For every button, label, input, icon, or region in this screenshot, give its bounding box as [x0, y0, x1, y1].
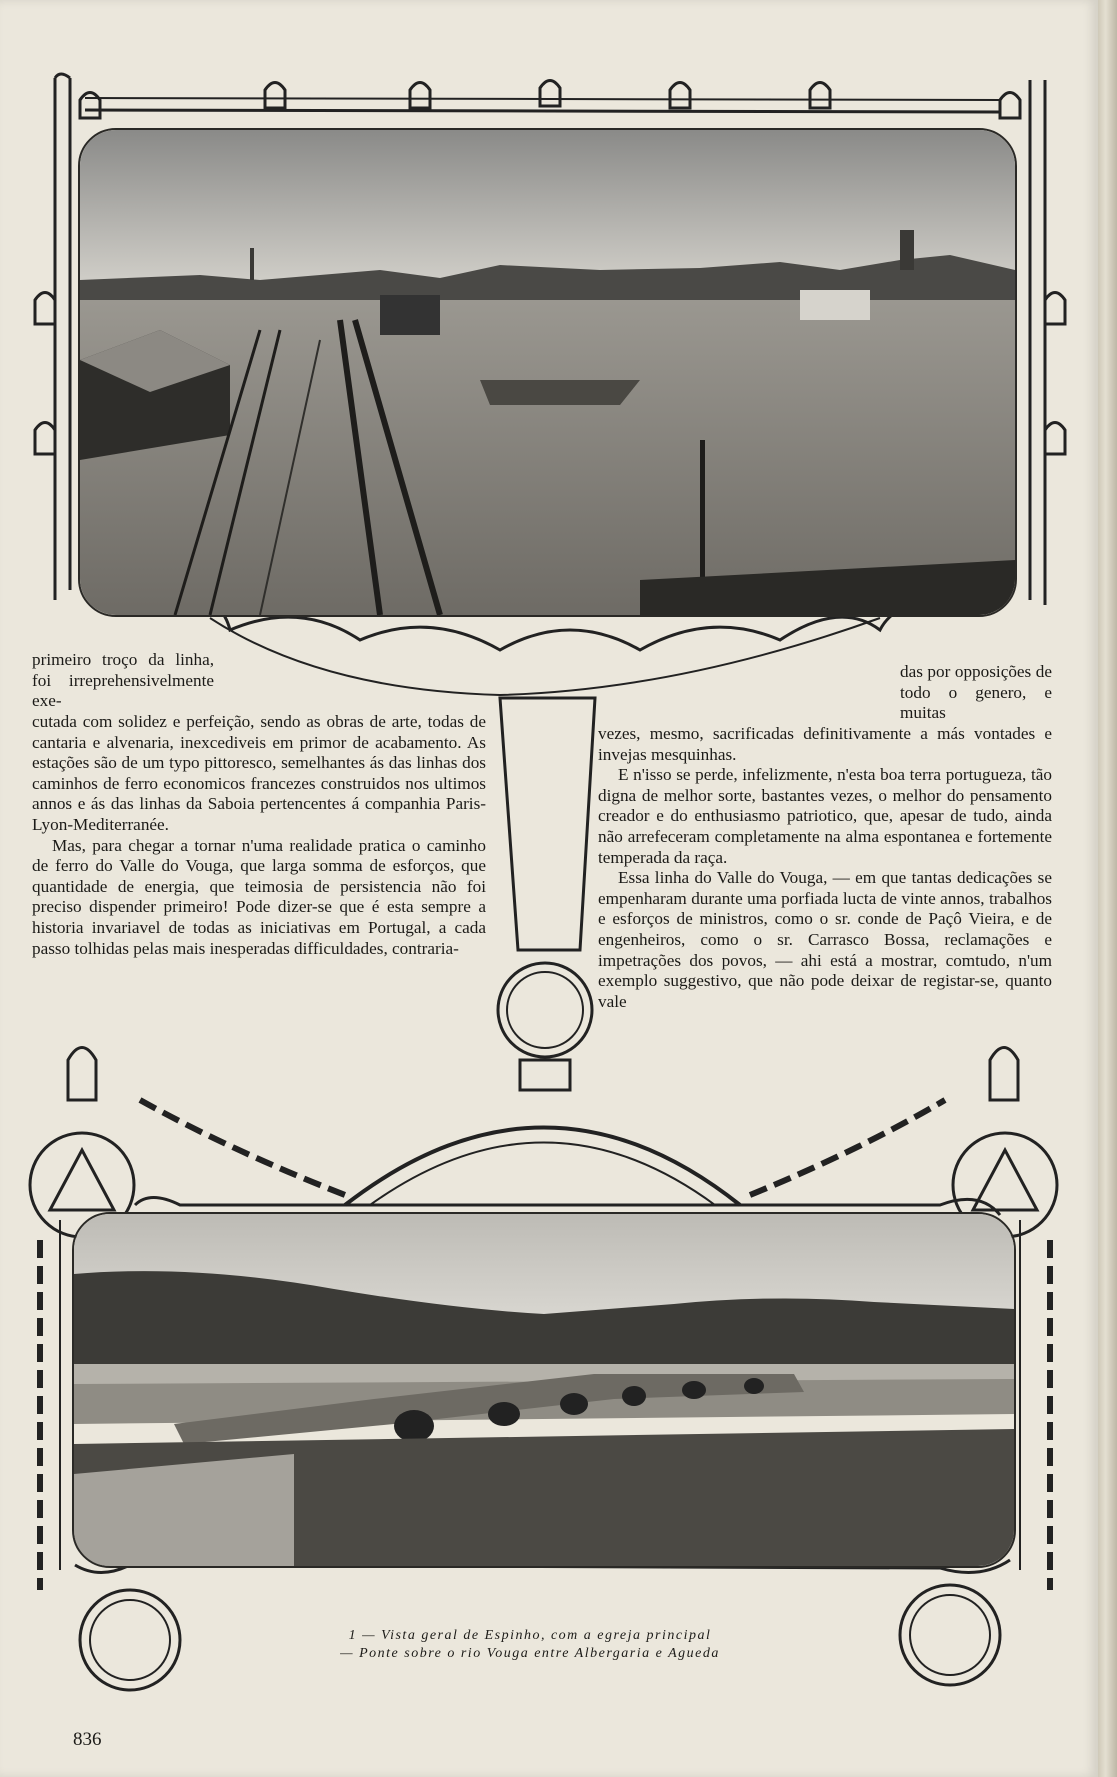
right-paragraph-1-start: das por opposições de todo o genero, e muitas — [900, 662, 1052, 723]
caption-line-1: 1 — Vista geral de Espinho, com a egreja principal — [348, 1628, 712, 1643]
figure-caption — [250, 1627, 810, 1663]
right-paragraph-2: E n'isso se perde, infelizmente, n'esta boa terra portugueza, tão digna de melhor sorte, bastantes vezes, o melhor do pensamento creador e do enthusiasmo patriotico, que, apesar de tudo, ainda não arrefeceram completamente na alma espontanea e fortemente temperada da raça. — [598, 765, 1052, 867]
photo-vouga-bridge — [72, 1212, 1016, 1568]
right-column-upper — [900, 662, 1052, 724]
page-number: 836 — [73, 1729, 102, 1750]
vouga-bridge-image — [74, 1214, 1014, 1566]
photo-espinho — [78, 128, 1017, 617]
left-paragraph-2: Mas, para chegar a tornar n'uma realidade pratica o caminho de ferro do Valle do Vouga, que larga somma de esforços, que quantidade de energia, que teimosia de persistencia não foi preciso dispender primeiro! Pode dizer-se que é esta sempre a historia invariavel de todas as iniciativas em Portugal, a cada passo tolhidas pelas mais inesperadas difficuldades, contraria- — [32, 835, 486, 958]
left-paragraph-1-rest: cutada com solidez e perfeição, sendo as obras de arte, todas de cantaria e alvenaria, inexcediveis em primor de acabamento. As estações são de um typo pittoresco, semelhantes ás das linhas dos caminhos de ferro economicos francezes construidos nos ultimos annos e ás das linhas da Saboia pertencentes á companhia Paris-Lyon-Mediterranée. — [32, 712, 486, 834]
caption-line-2: — Ponte sobre o rio Vouga entre Albergaria e Agueda — [340, 1646, 720, 1661]
espinho-railway-image — [80, 130, 1015, 615]
right-paragraph-3: Essa linha do Valle do Vouga, — em que tantas dedicações se empenharam durante uma porfiada lucta de vinte annos, trabalhos e esforços de ministros, como o sr. conde de Paçô Vieira, e de engenheiros, como o sr. Carrasco Bossa, reclamações e impetrações dos povos, — ahi está a mostrar, comtudo, n'um exemplo suggestivo, que não pode deixar de registar-se, quanto vale — [598, 868, 1052, 1011]
right-column — [598, 724, 1052, 1012]
left-paragraph-1-start: primeiro troço da linha, foi irreprehensivelmente exe- — [32, 650, 214, 711]
page-edge — [1098, 0, 1117, 1777]
left-column-upper — [32, 650, 214, 712]
left-column — [32, 712, 486, 959]
right-paragraph-1-rest: vezes, mesmo, sacrificadas definitivamente a más vontades e invejas mesquinhas. — [598, 724, 1052, 764]
